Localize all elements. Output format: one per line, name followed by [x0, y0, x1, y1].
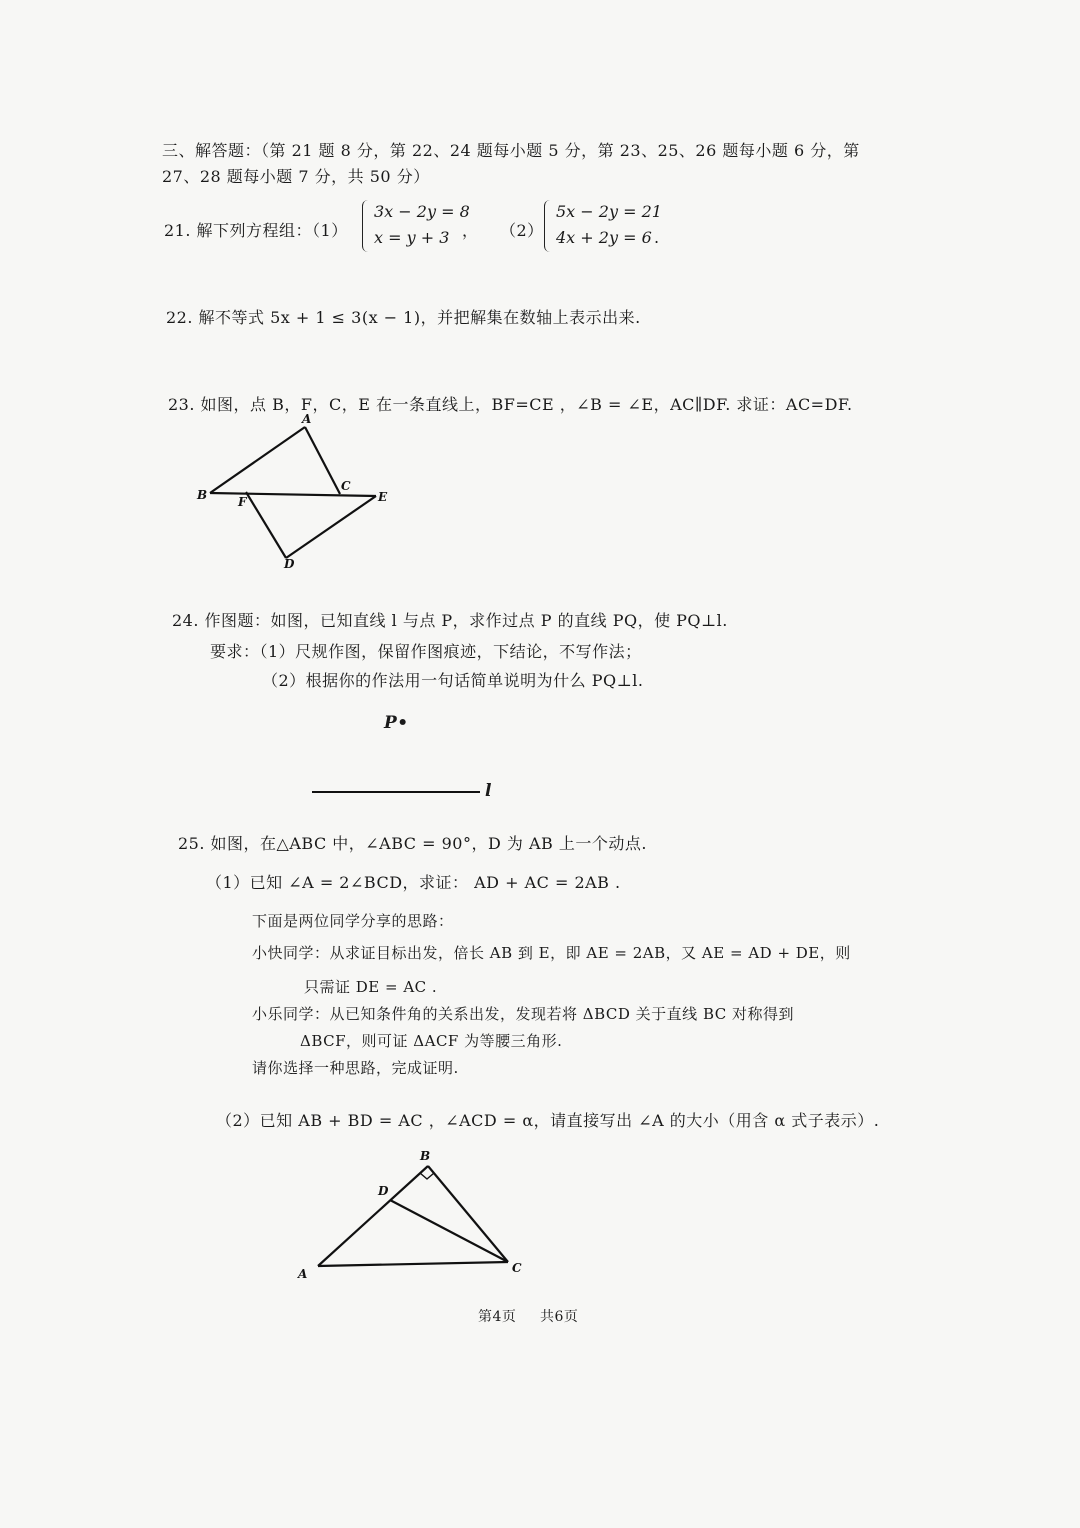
q21-sys2-eq2: 4x + 2y = 6: [556, 228, 652, 247]
q24-text: 24. 作图题：如图，已知直线 l 与点 P，求作过点 P 的直线 PQ，使 PQ⊥l.: [172, 611, 728, 630]
q25-part1: （1）已知 ∠A = 2∠BCD，求证： AD + AC = 2AB .: [206, 873, 621, 892]
segment-AB: [318, 1166, 428, 1266]
q25-hint-title: 下面是两位同学分享的思路：: [252, 912, 454, 930]
segment-FD: [246, 492, 286, 558]
segment-DC: [390, 1200, 508, 1262]
label-D: D: [284, 557, 295, 571]
q22-text: 22. 解不等式 5x + 1 ≤ 3(x − 1)，并把解集在数轴上表示出来.: [166, 308, 641, 327]
q25-xiaole-line2: ΔBCF，则可证 ΔACF 为等腰三角形.: [300, 1032, 563, 1050]
segment-DE: [286, 496, 376, 558]
line-l-label: l: [485, 781, 492, 801]
footer-total: 共6页: [540, 1309, 579, 1325]
label-C: C: [512, 1261, 522, 1275]
q25-xiaole-line1: 小乐同学：从已知条件角的关系出发，发现若将 ΔBCD 关于直线 BC 对称得到: [252, 1005, 794, 1023]
segment-BE: [210, 493, 376, 496]
q21-prompt: 21. 解下列方程组：（1）: [164, 221, 348, 240]
label-D: D: [378, 1184, 389, 1198]
q23-figure: [190, 410, 400, 575]
segment-BA: [210, 427, 305, 493]
segment-AC: [318, 1262, 508, 1266]
q21-system-1: [362, 200, 472, 256]
q21-part2: （2）: [500, 221, 544, 240]
q21-system-2: [544, 200, 664, 256]
q25-xiaokuai-line1: 小快同学：从求证目标出发，倍长 AB 到 E，即 AE = 2AB，又 AE = AD + DE，则: [252, 944, 851, 962]
q21-sys2-eq1: 5x − 2y = 21: [556, 202, 662, 221]
brace-icon: [362, 200, 371, 252]
q23-text: 23. 如图，点 B，F，C，E 在一条直线上，BF=CE ，∠B = ∠E，AC∥DF. 求证：AC=DF.: [168, 395, 853, 414]
q21-sys1-eq2: x = y + 3: [374, 228, 450, 247]
q25-figure: [290, 1140, 540, 1290]
right-angle-icon: [420, 1173, 434, 1179]
q21-separator: ，: [462, 221, 479, 240]
label-B: B: [197, 488, 208, 502]
point-P-label: P•: [384, 713, 409, 733]
q21-sys1-eq1: 3x − 2y = 8: [374, 202, 470, 221]
q25-choose: 请你选择一种思路，完成证明.: [252, 1059, 459, 1077]
label-E: E: [378, 490, 388, 504]
section-header-line2: 27、28 题每小题 7 分，共 50 分）: [162, 167, 430, 186]
segment-BC: [428, 1166, 508, 1262]
section-header-line1: 三、解答题：（第 21 题 8 分，第 22、24 题每小题 5 分，第 23、25、26 题每小题 6 分，第: [162, 141, 860, 160]
label-A: A: [298, 1267, 308, 1281]
q25-part2: （2）已知 AB + BD = AC ，∠ACD = α，请直接写出 ∠A 的大小（用含 α 式子表示）.: [216, 1111, 880, 1130]
label-B: B: [420, 1149, 431, 1163]
label-A: A: [302, 412, 312, 426]
q25-text: 25. 如图，在△ABC 中，∠ABC = 90°，D 为 AB 上一个动点.: [178, 834, 647, 853]
q24-req1: 要求：（1）尺规作图，保留作图痕迹，下结论，不写作法；: [210, 642, 642, 661]
label-F: F: [238, 495, 247, 509]
q21-end: .: [654, 228, 660, 247]
label-C: C: [341, 479, 351, 493]
q24-req2: （2）根据你的作法用一句话简单说明为什么 PQ⊥l.: [262, 671, 644, 690]
brace-icon: [544, 200, 553, 252]
segment-AC: [305, 427, 340, 494]
line-l: [312, 791, 480, 793]
footer-page: 第4页: [478, 1309, 517, 1325]
q25-xiaokuai-line2: 只需证 DE = AC .: [304, 978, 438, 996]
